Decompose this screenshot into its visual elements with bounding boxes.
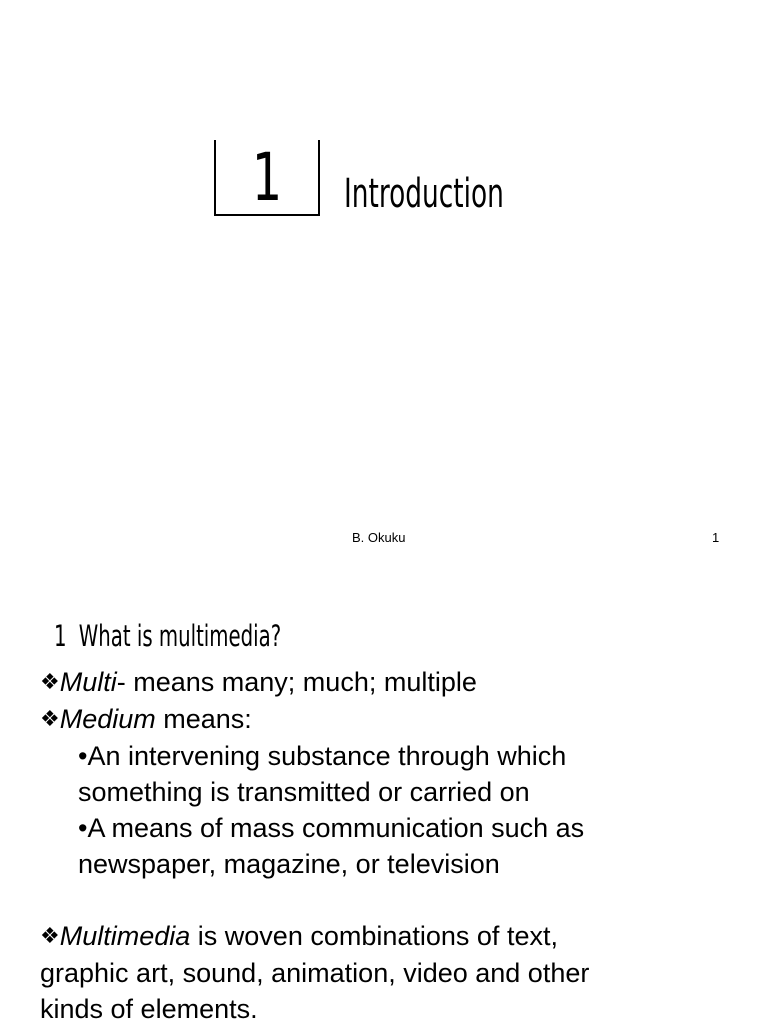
sub-bullet-line: something is transmitted or carried on (78, 777, 530, 807)
footer-page-number: 1 (712, 530, 720, 545)
section-heading-number: 1 (54, 619, 67, 653)
term-multimedia: Multimedia (59, 921, 191, 951)
diamond-bullet-icon: ❖ (40, 670, 60, 695)
diamond-bullet-icon: ❖ (40, 707, 60, 732)
slide-body (40, 664, 720, 1027)
section-heading (54, 618, 281, 654)
content-slide (0, 560, 768, 1024)
chapter-title: Introduction (344, 171, 504, 217)
chapter-number: 1 (251, 139, 283, 216)
sub-bullet-line: •A means of mass communication such as (78, 813, 585, 843)
footer-author: B. Okuku (352, 530, 406, 545)
definition-multimedia: is woven combinations of text, (190, 921, 558, 951)
term-medium: Medium (59, 704, 156, 734)
chapter-number-box (214, 140, 320, 216)
term-multi: Multi (59, 667, 117, 697)
body-line: kinds of elements. (40, 994, 258, 1024)
bullet-multi (40, 664, 720, 701)
bullet-multimedia (40, 918, 720, 955)
bullet-medium (40, 701, 720, 738)
paragraph-gap (40, 882, 720, 918)
body-line: graphic art, sound, animation, video and other (40, 958, 590, 988)
section-heading-text: What is multimedia? (78, 619, 282, 653)
diamond-bullet-icon: ❖ (40, 924, 60, 949)
definition-medium: means: (155, 704, 252, 734)
sub-bullet-line: •An intervening substance through which (78, 741, 567, 771)
sub-bullet-line: newspaper, magazine, or television (78, 849, 500, 879)
definition-multi: - means many; much; multiple (116, 667, 477, 697)
